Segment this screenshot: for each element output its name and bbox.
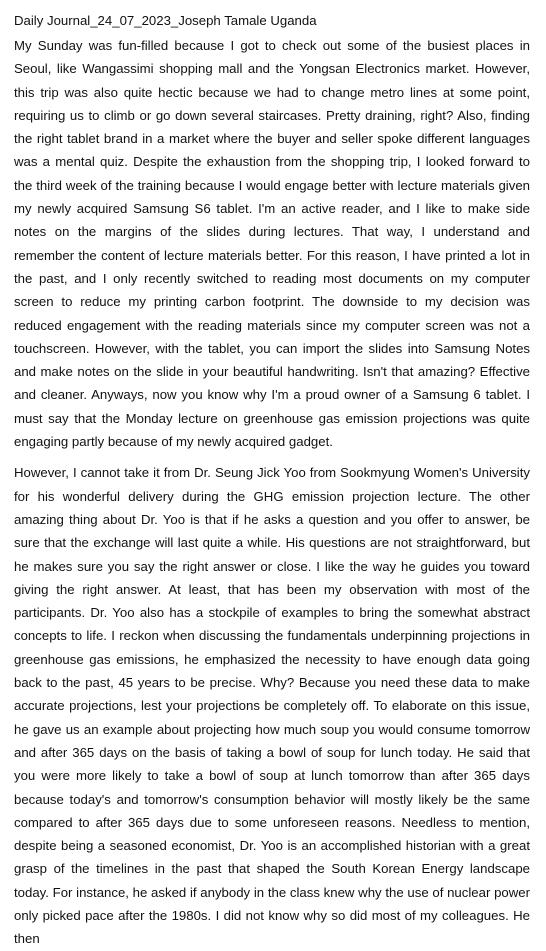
paragraph-1: My Sunday was fun-filled because I got to check out some of the busiest places in Seoul, like Wangassimi shopping mall and the Yongsan Electronics market. However, this trip was also quite hectic because we had to change metro lines at some point, requiring us to climb or go down several staircases. Pretty draining, right? Also, finding the right tablet brand in a market where the buyer and seller spoke different languages was a mental quiz. Despite the exhaustion from the shopping trip, I looked forward to the third week of the training because I would engage better with lecture materials given my newly acquired Samsung S6 tablet. I'm an active reader, and I like to make side notes on the margins of the slides during lectures. That way, I understand and remember the content of lecture materials better. For this reason, I have printed a lot in the past, and I only recently switched to reading most documents on my computer screen to reduce my printing carbon footprint. The downside to my decision was reduced engagement with the reading materials since my computer screen was not a touchscreen. However, with the tablet, you can import the slides into Samsung Notes and make notes on the slide in your beautiful handwriting. Isn't that amazing? Effective and cleaner. Anyways, now you know why I'm a proud owner of a Samsung 6 tablet. I must say that the Monday lecture on greenhouse gas emission projections was quite engaging partly because of my newly acquired gadget. [14,38,530,450]
document-title: Daily Journal_24_07_2023_Joseph Tamale Uganda [14,13,317,28]
paragraph-2: However, I cannot take it from Dr. Seung Jick Yoo from Sookmyung Women's University for his wonderful delivery during the GHG emission projection lecture. The other amazing thing about Dr. Yoo is that if he asks a question and you offer to answer, be sure that the exchange will last quite a while. His questions are not straightforward, but he makes sure you say the right answer or close. I like the way he guides you toward giving the right answer. At least, that has been my observation with most of the participants. Dr. Yoo also has a stockpile of examples to bring the somewhat abstract concepts to life. I reckon when discussing the fundamentals underpinning projections in greenhouse gas emissions, he emphasized the necessity to have enough data going back to the past, 45 years to be precise. Why? Because you need these data to make accurate projections, lest your projections be completely off. To elaborate on this issue, he gave us an example about projecting how much soup you would consume tomorrow and after 365 days on the basis of taking a bowl of soup for lunch today. He said that you were more likely to take a bowl of soup at lunch tomorrow than after 365 days because today's and tomorrow's consumption behavior will mostly likely be the same compared to after 365 days due to some unforeseen reasons. Needless to mention, despite being a seasoned economist, Dr. Yoo is an accomplished historian with a great grasp of the timelines in the past that shaped the South Korean Energy landscape today. For instance, he asked if anybody in the class knew why the use of nuclear power only picked pace after the 1980s. I did not know why so did most of my colleagues. He then [14,465,530,947]
